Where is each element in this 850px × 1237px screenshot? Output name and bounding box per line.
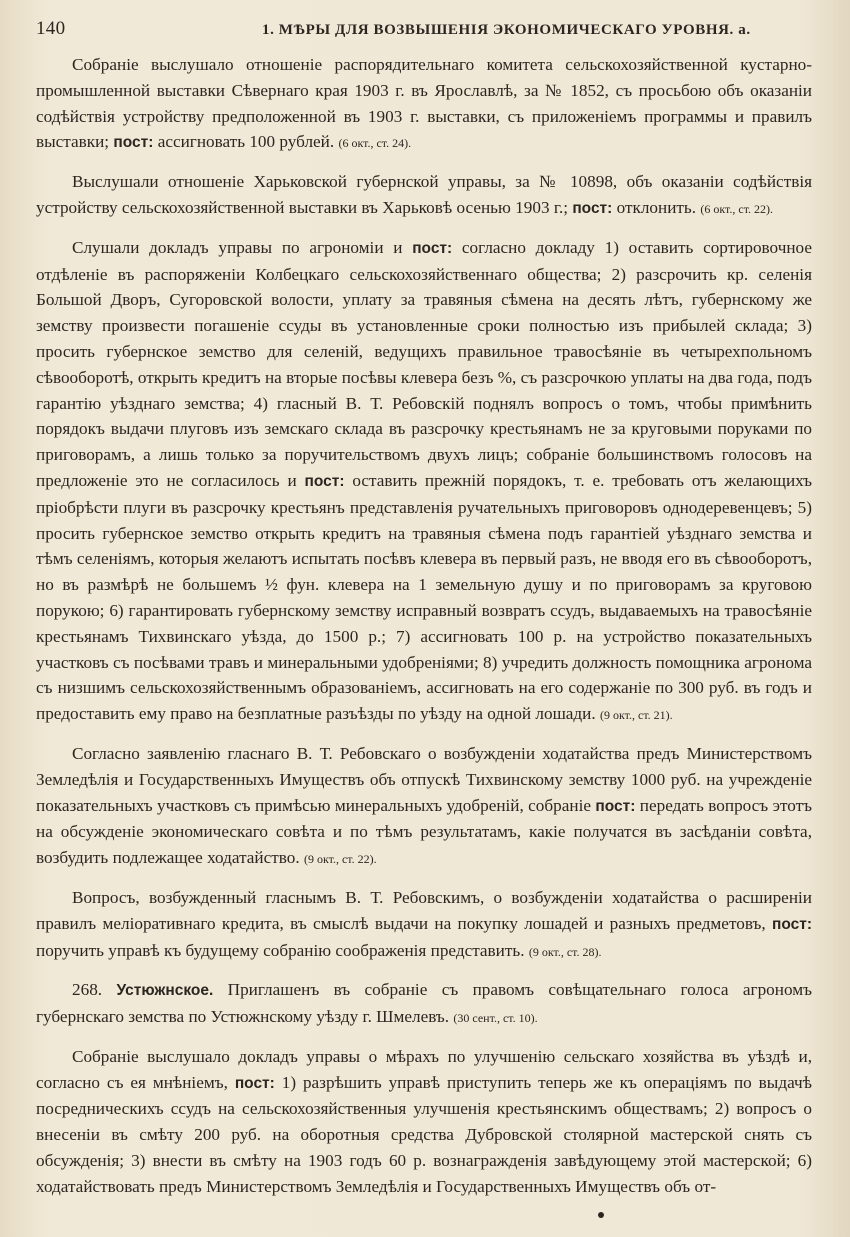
resolution-marker: пост: bbox=[304, 472, 345, 490]
resolution-marker: пост: bbox=[595, 797, 636, 815]
paragraph-2: Выслушали отношеніе Харьковской губернской управы, за № 10898, объ оказаніи содѣйствія устройству сельскохозяйственной выставки въ Харьковѣ осенью 1903 г.; пост: отклонить. (6 окт., ст. 22). bbox=[36, 172, 812, 217]
resolution-marker: пост: bbox=[412, 239, 453, 257]
resolution-marker: пост: bbox=[772, 915, 813, 933]
resolution-marker: пост: bbox=[113, 134, 154, 152]
session-reference: (9 окт., ст. 22). bbox=[303, 852, 377, 867]
resolution-marker: пост: bbox=[234, 1074, 275, 1092]
paragraph-7: Собраніе выслушало докладъ управы о мѣрахъ по улучшенію сельскаго хозяйства въ уѣздѣ и, согласно съ ея мнѣніемъ, пост: 1) разрѣшить управѣ приступить теперь же къ операціямъ по выдачѣ посредническихъ ссудъ на сельскохозяйственныя улучшенія крестьянскимъ обществамъ; 2) вопросъ о внесеніи въ смѣту 200 руб. на оборотныя средства Дубровской столярной мастерской снять съ обсужденія; 3) внести въ смѣту на 1903 годъ 60 р. вознагражденія завѣдующему этой мастерской; 6) ходатайствовать предъ Министерствомъ Земледѣлія и Государственныхъ Имуществъ объ от- bbox=[36, 1046, 812, 1196]
page-number: 140 bbox=[36, 18, 66, 39]
session-reference: (6 окт., ст. 22). bbox=[700, 201, 774, 216]
entry-number: 268. bbox=[72, 980, 103, 1000]
printer-mark bbox=[598, 1212, 604, 1218]
session-reference: (6 окт., ст. 24). bbox=[338, 136, 412, 151]
running-head: 1. МѢРЫ ДЛЯ ВОЗВЫШЕНІЯ ЭКОНОМИЧЕСКАГО УРОВНЯ. а. bbox=[262, 22, 751, 38]
session-reference: (9 окт., ст. 28). bbox=[528, 944, 602, 959]
resolution-marker: пост: bbox=[572, 199, 613, 217]
paragraph-5: Вопросъ, возбужденный гласнымъ В. Т. Ребовскимъ, о возбужденіи ходатайства о расширеніи правилъ меліоративнаго кредита, въ смыслѣ выдачи на покупку лошадей и разныхъ предметовъ, пост: поручить управѣ къ будущему собранію соображенія представить. (9 окт., ст. 28). bbox=[36, 887, 813, 960]
body-text bbox=[36, 52, 812, 1200]
paragraph-1: Собраніе выслушало отношеніе распорядительнаго комитета сельскохозяйственной кустарно-промышленной выставки Сѣвернаго края 1903 г. въ Ярославлѣ, за № 1852, съ просьбою объ оказаніи содѣйствія устройству предположенной въ 1903 г. выставки, съ приложеніемъ программы и правилъ выставки; пост: ассигновать 100 рублей. (6 окт., ст. 24). bbox=[36, 55, 812, 152]
session-reference: (30 сент., ст. 10). bbox=[453, 1011, 538, 1026]
paragraph-6: 268. Устюжнское. Приглашенъ въ собраніе съ правомъ совѣщательнаго голоса агрономъ губернскаго земства по Устюжнскому уѣзду г. Шмелевъ. (30 сент., ст. 10). bbox=[36, 980, 812, 1027]
district-heading: Устюжнское. bbox=[116, 982, 214, 1000]
page-header bbox=[36, 18, 812, 52]
paragraph-4: Согласно заявленію гласнаго В. Т. Ребовскаго о возбужденіи ходатайства предъ Министерствомъ Земледѣлія и Государственныхъ Имуществъ объ отпускѣ Тихвинскому земству 1000 руб. на учрежденіе показательныхъ участковъ съ примѣсью минеральныхъ удобреній, собраніе пост: передать вопросъ этотъ на обсужденіе экономическаго совѣта и по тѣмъ результатамъ, какіе получатся въ засѣданіи совѣта, возбудить подлежащее ходатайство. (9 окт., ст. 22). bbox=[36, 743, 813, 868]
session-reference: (9 окт., ст. 21). bbox=[599, 708, 673, 723]
paragraph-3: Слушали докладъ управы по агрономіи и пост: согласно докладу 1) оставить сортировочное отдѣленіе въ распоряженіи Колбецкаго сельскохозяйственнаго общества; 2) разсрочить кр. селенія Большой Дворъ, Сугоровской волости, уплату за травяныя сѣмена на десять лѣтъ, губернскому же земству произвести погашеніе ссуды въ установленные сроки полностью изъ прибылей склада; 3) просить губернское земство для селеній, ведущихъ правильное травосѣяніе въ четырехпольномъ сѣвооборотѣ, открыть кредитъ на вторые посѣвы клевера безъ %, съ разсрочкою уплаты на два года, подъ гарантію уѣзднаго земства; 4) гласный В. Т. Ребовскій поднялъ вопросъ о томъ, чтобы примѣнить порядокъ выдачи плуговъ изъ земскаго склада въ разсрочку крестьянамъ не за круговыми поруками по приговорамъ, а лишь только за поручительствомъ двухъ лицъ; собраніе большинствомъ голосовъ на предложеніе это не согласилось и пост: оставить прежній порядокъ, т. е. требовать отъ желающихъ пріобрѣсти плуги въ разсрочку крестьянъ представленія ручательныхъ приговоровъ однодеревенцевъ; 5) просить губернское земство открыть кредитъ на травяныя сѣмена подъ гарантіей уѣзднаго земства и тѣмъ селеніямъ, которыя желаютъ испытать посѣвъ клевера въ первый разъ, не вводя его въ сѣвооборотъ, но въ размѣрѣ не большемъ ½ фун. клевера на 1 земельную душу и по приговорамъ за круговою порукою; 6) гарантировать губернскому земству исправный возвратъ ссудъ, выдаваемыхъ на травосѣяніе крестьянамъ Тихвинскаго уѣзда, до 1500 р.; 7) ассигновать 100 р. на устройство показательныхъ участковъ съ посѣвами травъ и минеральными удобреніями; 8) учредить должность помощника агронома съ низшимъ сельскохозяйственнымъ образованіемъ, ассигновать на его содержаніе по 300 руб. въ годъ и предоставить ему право на безплатные разъѣзды по уѣзду на одной лошади. (9 окт., ст. 21). bbox=[36, 237, 812, 724]
